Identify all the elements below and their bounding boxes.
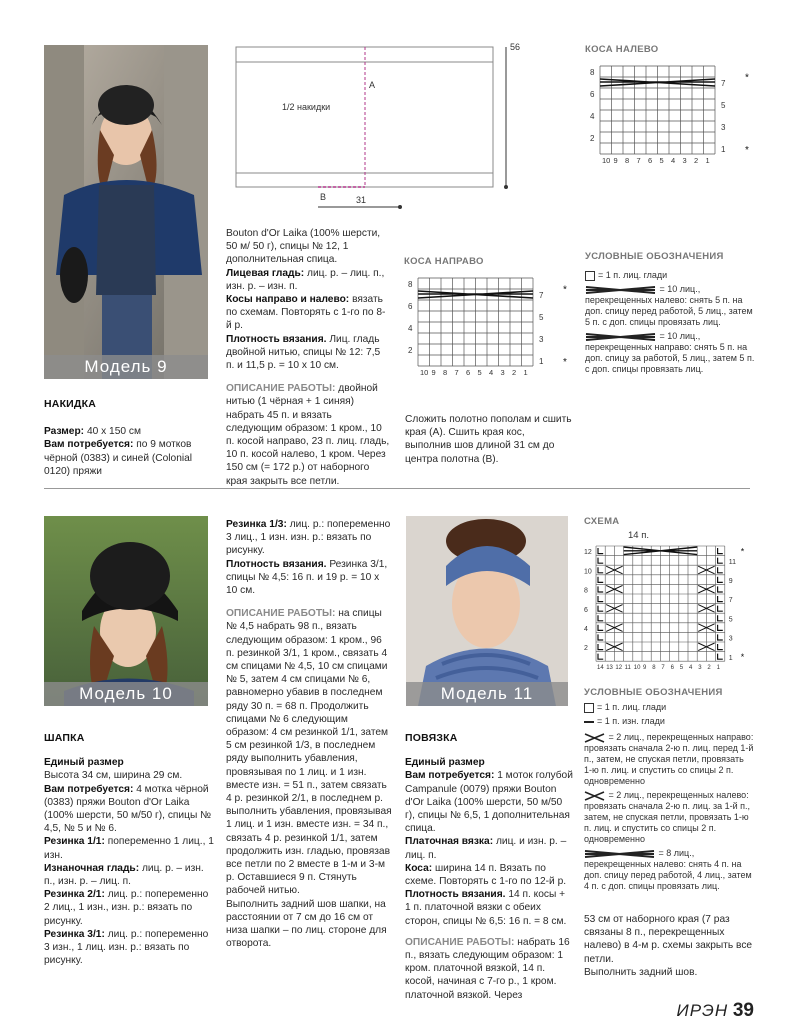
edge-mark	[718, 567, 723, 573]
star-mark: *	[740, 652, 745, 663]
photo-caption-11: Модель 11	[406, 682, 568, 706]
band-title: ПОВЯЗКА	[405, 732, 458, 744]
photo-model-11	[406, 516, 568, 706]
band-scheme-title: СХЕМА	[584, 516, 620, 527]
photo-model-10	[44, 516, 208, 706]
need-value-a: по 9 мотков чёрной (0383) и синей (Colonial 0120) пряжи	[44, 439, 193, 477]
band-need-label: Вам потребуется:	[405, 770, 495, 782]
cables-label: Косы направо и налево:	[226, 294, 350, 306]
cape-scheme	[228, 40, 528, 220]
col-label: 8	[625, 156, 630, 165]
band-col-label: 10	[633, 665, 641, 672]
r31-label: Резинка 3/1:	[44, 928, 105, 940]
edge-mark	[718, 606, 723, 612]
r11-value: попеременно 1 лиц., 1 изн.	[44, 836, 214, 861]
hat-size-title: Единый размер	[44, 757, 124, 769]
band-col-label: 11	[624, 665, 631, 672]
purl-value: лиц. р. – изн. п., изн. р. – лиц. п.	[44, 862, 204, 888]
band-col-label: 9	[643, 665, 647, 672]
edge-mark	[718, 615, 723, 621]
photo-caption-10: Модель 10	[44, 682, 208, 706]
garter-label: Платочная вязка:	[405, 836, 494, 848]
cape-text-middle	[226, 227, 390, 488]
row-label: 2	[408, 345, 413, 355]
col-label: 3	[500, 368, 505, 377]
edge-mark	[718, 577, 723, 583]
band-legend-cross-right: = 2 лиц., перекрещенных направо: провязать сначала 2-ю п. лиц. перед 1-й п., затем, не спуская петли, провязать 1-ю п. лиц. и спустить со спицы 2 п. одновременно	[584, 732, 754, 786]
col-label: 1	[705, 156, 710, 165]
row-label: 8	[408, 279, 413, 289]
garter-value: лиц. и изн. р. – лиц. п.	[405, 836, 567, 861]
legend-top-title: УСЛОВНЫЕ ОБОЗНАЧЕНИЯ	[585, 251, 724, 262]
photo-model-9	[44, 45, 208, 379]
model-11-image	[406, 516, 568, 706]
cape-title: НАКИДКА	[44, 398, 96, 410]
r21-label: Резинка 2/1:	[44, 889, 105, 901]
magazine-name: ИРЭН	[676, 1001, 729, 1020]
model-10-image	[44, 516, 208, 706]
band-row-label: 11	[728, 558, 737, 566]
model-9-image	[44, 45, 208, 379]
cable-left-8-icon	[584, 849, 656, 859]
band-row-label: 6	[584, 606, 588, 614]
col-label: 10	[420, 368, 429, 377]
edge-mark	[598, 548, 603, 554]
col-label: 2	[512, 368, 517, 377]
band-col-label: 13	[606, 665, 613, 672]
cape-text-left	[44, 398, 214, 478]
band-scheme-chart	[578, 540, 758, 680]
chart-right-title: КОСА НАПРАВО	[404, 256, 484, 267]
row-label: 3	[721, 122, 726, 132]
hat-need-value: 4 мотка чёрной (0383) пряжи Bouton d'Or Laika (100% шерсти, 50 м/50 г), спицы № 4,5, № 5 и № 6.	[44, 783, 212, 835]
edge-mark	[598, 596, 603, 602]
band-legend-purl: = 1 п. изн. глади	[597, 716, 665, 726]
legend-top-left: = 10 лиц., перекрещенных налево: снять 5 п. на доп. спицу перед работой, 5 лиц., затем 5 п. с доп. спицы провязать лиц.	[585, 284, 753, 327]
hat-seam: Выполнить задний шов шапки, на расстоянии от 7 см до 16 см от низа шапки – по лиц. стороне для отворота.	[226, 898, 387, 950]
band-back-seam: Выполнить задний шов.	[584, 966, 698, 978]
col-label: 7	[636, 156, 641, 165]
hat-density-label: Плотность вязания.	[226, 558, 327, 570]
legend-top	[585, 270, 755, 375]
col-label: 6	[648, 156, 653, 165]
edge-mark	[718, 596, 723, 602]
band-row-label: 4	[584, 625, 588, 633]
knit-square-icon-2	[584, 703, 594, 713]
band-text	[405, 732, 573, 1002]
band-grid	[596, 546, 725, 661]
col-label: 7	[454, 368, 459, 377]
band-scheme-cols-label: 14 п.	[628, 530, 649, 541]
desc-value: двойной нитью (1 чёрная + 1 синяя) набрать 45 п. и вязать следующим образом: 1 кром., 10 п. косой направо, 23 п. лиц. гладь, 10 п. косой налево, 1 кром. Через 150 см (= 172 р.) от наборного края закрыть все петли.	[226, 383, 390, 487]
band-desc-cont: 53 см от наборного края (7 раз связаны 8 п., перекрещенных налево) в 4-м р. схемы закрыть все петли.	[584, 914, 753, 965]
row-label: 6	[590, 89, 595, 99]
col-label: 8	[443, 368, 448, 377]
width-31: 31	[356, 195, 367, 205]
star-mark: *	[740, 546, 745, 557]
size-value: 40 х 150 см	[86, 426, 141, 438]
chart-grid	[600, 66, 715, 154]
band-col-label: 7	[661, 665, 665, 672]
need-value-b: Bouton d'Or Laika (100% шерсти, 50 м/ 50 г), спицы № 12, 1 дополнительная спица.	[226, 228, 381, 266]
row-label: 5	[721, 100, 726, 110]
hat-density-value: Резинка 3/1, спицы № 4,5: 16 п. и 19 р. = 10 х 10 см.	[226, 558, 388, 597]
band-row-label: 9	[728, 577, 733, 585]
edge-mark	[718, 654, 723, 660]
band-col-label: 6	[670, 665, 674, 672]
edge-mark	[598, 625, 603, 631]
face-value: лиц. р. – лиц. п., изн. р. – изн. п.	[226, 267, 385, 292]
row-label: 6	[408, 301, 413, 311]
cross-left-icon	[584, 791, 606, 801]
edge-mark	[598, 586, 603, 592]
band-legend-cable-8: = 8 лиц., перекрещенных налево: снять 4 п. на доп. спицу перед работой, 4 лиц., затем 4 п. с доп. спицы провязать лиц.	[584, 848, 752, 891]
edge-mark	[718, 548, 723, 554]
edge-mark	[718, 558, 723, 564]
band-row-label: 1	[728, 654, 733, 662]
legend-top-knit: = 1 п. лиц. глади	[598, 270, 668, 280]
photo-caption: Модель 9	[44, 355, 208, 379]
r31-value: лиц. р.: попеременно 3 изн., 1 лиц. изн. р.: вязать по рисунку.	[44, 928, 209, 967]
cape-finish-text: Сложить полотно пополам и сшить края (А). Сшить края кос, выполнив шов длиной 31 см до центра полотна (В).	[405, 414, 572, 465]
hat-title: ШАПКА	[44, 732, 85, 744]
hat-size-text: Высота 34 см, ширина 29 см.	[44, 770, 183, 782]
cross-right-icon	[584, 733, 606, 743]
band-legend	[584, 702, 754, 892]
r13-label: Резинка 1/3:	[226, 519, 287, 530]
band-col-label: 8	[652, 665, 656, 672]
density-value: Лиц. гладь двойной нитью, спицы № 12: 7,5 п. и 11,5 р. = 10 х 10 см.	[226, 333, 381, 372]
star-mark: *	[745, 72, 749, 84]
label-a: А	[369, 80, 376, 90]
col-label: 6	[466, 368, 471, 377]
height-56: 56	[510, 42, 521, 52]
band-density-value: 14 п. косы + 1 п. платочной вязки с обеих сторон, спицы № 6,5: 16 п. = 8 см.	[405, 889, 567, 927]
cable-left-10-icon	[585, 285, 657, 295]
band-row-label: 5	[728, 616, 733, 624]
hat-text-middle	[226, 518, 392, 951]
purl-dash-icon	[584, 721, 594, 723]
band-col-label: 2	[707, 665, 711, 672]
row-label: 1	[721, 144, 726, 154]
edge-mark	[598, 558, 603, 564]
band-col-label: 5	[679, 665, 684, 672]
col-label: 10	[602, 156, 611, 165]
band-col-label: 4	[689, 665, 693, 672]
band-need-value: 1 моток голубой Campanule (0079) пряжи Bouton d'Or Laika (100% шерсти, 50 м/50 г), спицы № 6,5, 1 дополнительная спица.	[405, 770, 573, 835]
face-label: Лицевая гладь:	[226, 267, 305, 279]
half-cape-label: 1/2 накидки	[282, 102, 331, 112]
label-b: В	[320, 192, 327, 202]
hat-desc-label: ОПИСАНИЕ РАБОТЫ:	[226, 608, 336, 620]
edge-mark	[598, 634, 603, 640]
chart-left-title: КОСА НАЛЕВО	[585, 44, 659, 55]
band-size-title: Единый размер	[405, 757, 485, 769]
band-legend-title: УСЛОВНЫЕ ОБОЗНАЧЕНИЯ	[584, 687, 723, 698]
col-label: 1	[523, 368, 528, 377]
legend-top-right: = 10 лиц., перекрещенных направо: снять 5 п. на доп. спицу за работой, 5 лиц., затем 5 п. с доп. спицы провязать лиц.	[585, 331, 755, 374]
row-label: 8	[590, 67, 595, 77]
edge-mark	[718, 634, 723, 640]
cable-label: Коса:	[405, 862, 433, 874]
density-label: Плотность вязания.	[226, 333, 327, 345]
band-row-label: 12	[584, 549, 592, 557]
edge-mark	[598, 577, 603, 583]
section-divider	[44, 488, 750, 489]
band-col-label: 3	[698, 665, 702, 672]
band-col-label: 14	[597, 665, 604, 672]
band-desc-value: набрать 16 п., вязать следующим образом: 1 кром. платочной вязкой, 14 п. косой, начиная с 7-го р., 1 кром. платочной вязкой. Через	[405, 936, 570, 1001]
star-mark: *	[563, 284, 567, 296]
row-label: 4	[590, 111, 595, 121]
hat-desc-value: на спицы № 4,5 набрать 98 п., вязать следующим образом: 1 кром., 96 п. резинкой 3/1, 1 кром., связать 4 см спицами № 4,5, 10 см спицами № 5, затем 4 см спицами № 6, равномерно убавив в последнем ряду 30 п. = 68 п. Продолжить спицами № 6 следующим образом: 4 см резинкой 1/1, затем 5 см резинкой 1/3, в последнем ряду выполнить убавления, провязывая по 1 лиц. и 1 изн. вместе изн. = 51 п., затем связать 4 р. резинкой 2/1, в последнем р. выполнить убавления, провязывая 1 лиц. и 1 изн. вместе изн. = 34 п., связать 4 р. резинкой 1/1, затем продолжить изн. гладью, провязав все петли по 2 вместе в 1-м и 3-м р. Оставшиеся 9 п. Стянуть рабочей нитью.	[226, 608, 392, 897]
edge-mark	[598, 654, 603, 660]
edge-mark	[718, 625, 723, 631]
hat-text-left	[44, 732, 214, 967]
band-row-label: 10	[584, 568, 592, 576]
star-mark: *	[745, 144, 749, 156]
band-text-cont	[584, 913, 754, 979]
page-number: 39	[732, 1000, 754, 1021]
col-label: 9	[613, 156, 618, 165]
band-legend-knit: = 1 п. лиц. глади	[597, 702, 667, 712]
col-label: 5	[477, 368, 482, 377]
r21-value: лиц. р.: попеременно 2 лиц., 1 изн., изн. р.: вязать по рисунку.	[44, 889, 209, 927]
row-label: 7	[539, 290, 544, 300]
size-label: Размер:	[44, 426, 85, 438]
cable-value: ширина 14 п. Вязать по схеме. Повторять с 1-го по 12-й р.	[405, 862, 567, 888]
band-row-label: 7	[728, 597, 733, 605]
band-legend-cross-left: = 2 лиц., перекрещенных налево: провязать сначала 2-ю п. лиц. за 1-й п., затем, не спуская петли, провязать 1-ю п. лиц. и спустить со спицы 2 п. одновременно	[584, 790, 751, 844]
r11-label: Резинка 1/1:	[44, 836, 105, 848]
cables-value: вязать по схемам. Повторять с 1-го по 8-й р.	[226, 294, 386, 332]
col-label: 2	[694, 156, 699, 165]
row-label: 5	[539, 312, 544, 322]
edge-mark	[598, 644, 603, 650]
band-density-label: Плотность вязания.	[405, 889, 506, 901]
row-label: 1	[539, 356, 544, 366]
band-col-label: 1	[716, 665, 720, 672]
edge-mark	[718, 644, 723, 650]
desc-label: ОПИСАНИЕ РАБОТЫ:	[226, 383, 336, 395]
edge-mark	[718, 586, 723, 592]
cable-right-chart	[398, 270, 568, 380]
chart-grid	[418, 278, 533, 366]
page-footer	[677, 1000, 754, 1022]
col-label: 5	[659, 156, 664, 165]
edge-mark	[598, 606, 603, 612]
band-row-label: 3	[728, 635, 733, 643]
edge-mark	[598, 567, 603, 573]
cable-left-chart	[580, 58, 750, 168]
col-label: 9	[431, 368, 436, 377]
knit-square-icon	[585, 271, 595, 281]
col-label: 3	[682, 156, 687, 165]
edge-mark	[598, 615, 603, 621]
star-mark: *	[563, 356, 567, 368]
r13-value: лиц. р.: попеременно 3 лиц., 1 изн. изн. р.: вязать по рисунку.	[226, 519, 391, 557]
band-row-label: 2	[584, 645, 588, 653]
row-label: 2	[590, 133, 595, 143]
band-row-label: 8	[584, 587, 588, 595]
purl-label: Изнаночная гладь:	[44, 862, 140, 874]
col-label: 4	[489, 368, 494, 377]
row-label: 4	[408, 323, 413, 333]
row-label: 7	[721, 78, 726, 88]
band-col-label: 12	[615, 665, 623, 672]
row-label: 3	[539, 334, 544, 344]
cable-right-10-icon	[585, 332, 657, 342]
hat-need-label: Вам потребуется:	[44, 783, 134, 795]
need-label: Вам потребуется:	[44, 439, 134, 451]
col-label: 4	[671, 156, 676, 165]
band-desc-label: ОПИСАНИЕ РАБОТЫ:	[405, 936, 515, 948]
